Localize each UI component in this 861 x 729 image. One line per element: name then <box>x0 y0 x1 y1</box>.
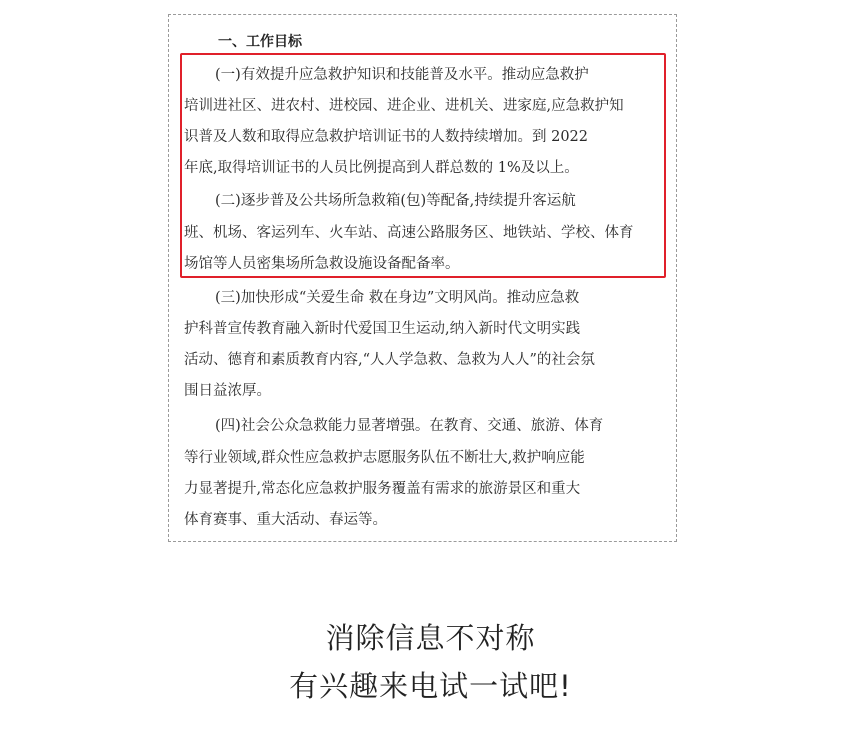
paragraph-4-line-3: 力显著提升,常态化应急救护服务覆盖有需求的旅游景区和重大 <box>184 481 581 497</box>
paragraph-1-line-2: 培训进社区、进农村、进校园、进企业、进机关、进家庭,应急救护知 <box>184 98 624 114</box>
paragraph-3-line-4: 围日益浓厚。 <box>184 383 271 399</box>
paragraph-1-line-4: 年底,取得培训证书的人员比例提高到人群总数的 1%及以上。 <box>184 160 579 176</box>
paragraph-2-line-2: 班、机场、客运列车、火车站、高速公路服务区、地铁站、学校、体育 <box>184 225 634 241</box>
caption-line-1: 消除信息不对称 <box>325 621 536 655</box>
paragraph-4-line-1: (四)社会公众急救能力显著增强。在教育、交通、旅游、体育 <box>215 418 604 434</box>
paragraph-3-line-1: (三)加快形成“关爱生命 救在身边”文明风尚。推动应急救 <box>215 290 580 306</box>
paragraph-1-line-3: 识普及人数和取得应急救护培训证书的人数持续增加。到 2022 <box>184 129 589 145</box>
paragraph-2-line-3: 场馆等人员密集场所急救设施设备配备率。 <box>184 256 460 272</box>
document-heading: 一、工作目标 <box>218 34 302 50</box>
paragraph-4-line-2: 等行业领域,群众性应急救护志愿服务队伍不断壮大,救护响应能 <box>184 450 585 466</box>
paragraph-4-line-4: 体育赛事、重大活动、春运等。 <box>184 512 387 528</box>
paragraph-3-line-2: 护科普宣传教育融入新时代爱国卫生运动,纳入新时代文明实践 <box>184 321 581 337</box>
paragraph-2-line-1: (二)逐步普及公共场所急救箱(包)等配备,持续提升客运航 <box>215 193 576 209</box>
paragraph-1-line-1: (一)有效提升应急救护知识和技能普及水平。推动应急救护 <box>215 67 589 83</box>
caption-line-2: 有兴趣来电试一试吧! <box>289 669 572 703</box>
paragraph-3-line-3: 活动、德育和素质教育内容,“人人学急救、急救为人人”的社会氛 <box>184 352 595 368</box>
